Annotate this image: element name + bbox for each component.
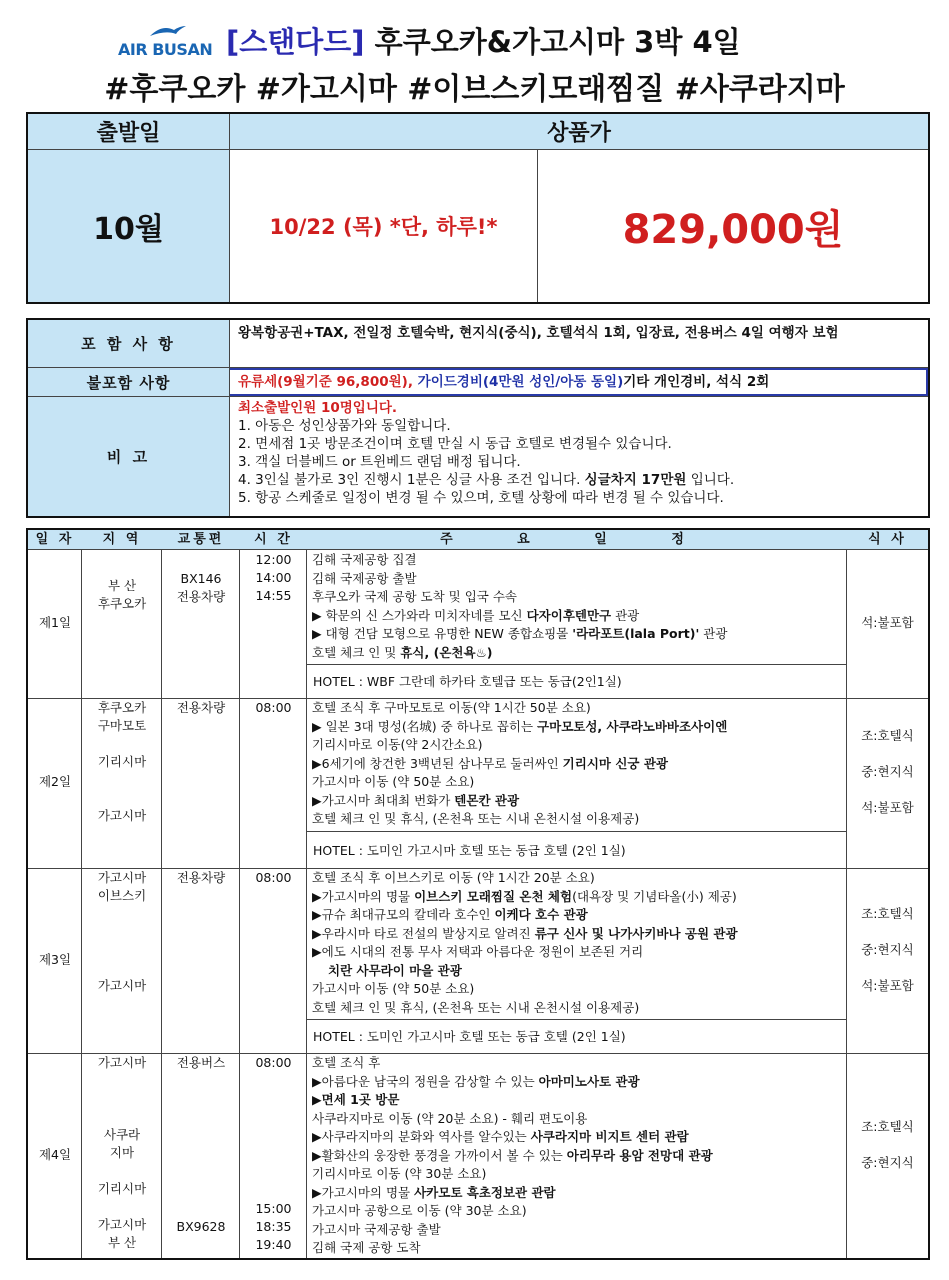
col-meal: 식 사 (868, 532, 907, 547)
notes-text (238, 397, 922, 516)
day-label: 제2일 (38, 774, 72, 789)
time: 08:00 (255, 870, 292, 885)
transport: 전용차량 (176, 870, 226, 885)
info-table (26, 318, 930, 518)
notes-row (28, 396, 928, 516)
hotel-info: HOTEL : 도미인 가고시마 호텔 또는 동급 호텔 (2인 1실) (307, 831, 847, 869)
excluded-label: 불포함 사항 (28, 368, 230, 396)
departure-header: 출발일 (28, 114, 230, 150)
air-busan-logo (118, 22, 213, 62)
excluded-guide: 가이드경비(4만원 성인/아동 동일) (417, 374, 624, 390)
day-row-2 (28, 699, 928, 869)
bird-logo-icon (148, 22, 188, 42)
departure-date: 10/22 (목) *단, 하루!* (230, 150, 538, 302)
itinerary-table (26, 528, 930, 1260)
meal: 조:호텔식 중:현지식 석:불포함 (861, 728, 914, 815)
schedule: 김해 국제공항 집결 김해 국제공항 출발 후쿠오카 국제 공항 도착 및 입국 수속 ▶ 학문의 신 스가와라 미치자네를 모신 다자이후텐만구 관광 ▶ 대형 건담 모형으로 유명한 NEW 종합쇼핑몰 '라라포트(lala Port)' 관광 호텔 체크 인 및 휴식, (온천욕♨) (312, 552, 728, 660)
schedule: 호텔 조식 후 구마모토로 이동(약 1시간 50분 소요) ▶ 일본 3대 명성(名城) 중 하나로 꼽히는 구마모토성, 사쿠라노바바조사이엔 기리시마로 이동(약 2시간소요) ▶6세기에 창건한 3백년된 삼나무로 둘러싸인 기리시마 신궁 관광 가고시마 이동 (약 50분 소요) ▶가고시마 최대최 번화가 텐몬칸 관광 호텔 체크 인 및 휴식, (온천욕 또는 시내 온천시설 이용제공) (312, 700, 728, 826)
notes-label: 비 고 (28, 397, 230, 516)
included-row (28, 320, 928, 368)
region: 가고시마 이브스키 가고시마 (97, 870, 147, 993)
col-transport: 교통편 (177, 532, 225, 547)
day-row-4 (28, 1054, 928, 1258)
price-table (26, 112, 930, 304)
note-item: 3. 객실 더블베드 or 트윈베드 랜덤 배정 됩니다. (238, 454, 521, 470)
region: 부 산 후쿠오카 (97, 578, 147, 611)
min-participants: 최소출발인원 10명입니다. (238, 400, 398, 416)
page-header (0, 0, 949, 110)
col-schedule: 주 요 일 정 (440, 532, 714, 547)
excluded-text (238, 368, 922, 396)
day-row-1 (28, 550, 928, 699)
transport: BX146 전용차량 (176, 571, 226, 604)
price-header: 상품가 (230, 114, 928, 150)
itinerary-header (28, 530, 928, 550)
meal: 조:호텔식 중:현지식 (861, 1119, 914, 1170)
day-label: 제1일 (38, 615, 72, 630)
title-tag: [스탠다드] (226, 25, 365, 59)
day-row-3 (28, 869, 928, 1054)
schedule: 호텔 조식 후 이브스키로 이동 (약 1시간 20분 소요) ▶가고시마의 명물 이브스키 모래찜질 온천 체험(대욕장 및 기념타올(小) 제공) ▶규슈 최대규모의 칼데라 호수인 이케다 호수 관광 ▶우라시마 타로 전설의 발상지로 알려진 류구 신사 및 나가사키바나 공원 관광 ▶에도 시대의 전통 무사 저택과 아름다운 정원이 보존된 거리 치란 사무라이 마을 관광 가고시마 이동 (약 50분 소요) 호텔 체크 인 및 휴식, (온천욕 또는 시내 온천시설 이용제공) (312, 870, 738, 1015)
product-price: 829,000원 (622, 206, 844, 253)
excluded-fuel: 유류세(9월기준 96,800원), (238, 374, 413, 390)
time: 12:00 14:00 14:55 (255, 552, 292, 603)
included-label: 포 함 사 항 (28, 320, 230, 367)
excluded-row (28, 368, 928, 396)
transport: 전용버스 BX9628 (176, 1055, 226, 1234)
page-title (226, 20, 741, 61)
excluded-etc: 기타 개인경비, 석식 2회 (623, 374, 770, 390)
logo-text: AIR BUSAN (118, 40, 213, 59)
note-item: 2. 면세점 1곳 방문조건이며 호텔 만실 시 동급 호텔로 변경될수 있습니다. (238, 436, 672, 452)
hotel-info: HOTEL : WBF 그란데 하카타 호텔급 또는 동급(2인1실) (307, 664, 847, 699)
included-text: 왕복항공권+TAX, 전일정 호텔숙박, 현지식(중식), 호텔석식 1회, 입장료, 전용버스 4일 여행자 보험 (238, 325, 839, 341)
day-label: 제4일 (38, 1147, 72, 1162)
time: 08:00 (255, 700, 292, 715)
col-time: 시 간 (254, 532, 293, 547)
note-item: 5. 항공 스케줄로 일정이 변경 될 수 있으며, 호텔 상황에 따라 변경 될 수 있습니다. (238, 490, 724, 506)
meal: 조:호텔식 중:현지식 석:불포함 (861, 906, 914, 993)
meal: 석:불포함 (861, 615, 914, 630)
transport: 전용차량 (176, 700, 226, 715)
title-main: 후쿠오카&가고시마 3박 4일 (364, 25, 741, 59)
col-day: 일 자 (35, 532, 75, 547)
departure-month: 10월 (28, 150, 230, 302)
hashtags: #후쿠오카 #가고시마 #이브스키모래찜질 #사쿠라지마 (104, 72, 845, 107)
time: 08:00 15:00 18:35 19:40 (255, 1055, 292, 1252)
day-label: 제3일 (38, 952, 72, 967)
col-region: 지 역 (102, 532, 142, 547)
schedule: 호텔 조식 후 ▶아름다운 남국의 정원을 감상할 수 있는 아마미노사토 관광 ▶면세 1곳 방문 사쿠라지마로 이동 (약 20분 소요) - 훼리 편도이용 ▶사쿠라지마의 분화와 역사를 알수있는 사쿠라지마 비지트 센터 관람 ▶활화산의 웅장한 풍경을 가까이서 볼 수 있는 아리무라 용암 전망대 관광 기리시마로 이동 (약 30분 소요) ▶가고시마의 명물 사카모토 흑초정보관 관람 가고시마 공항으로 이동 (약 30분 소요) 가고시마 국제공항 출발 김해 국제 공항 도착 (312, 1055, 713, 1255)
note-item: 1. 아동은 성인상품가와 동일합니다. (238, 418, 451, 434)
region: 가고시마 사쿠라 지마 기리시마 가고시마 부 산 (97, 1055, 147, 1250)
note-item: 4. 3인실 불가로 3인 진행시 1분은 싱글 사용 조건 입니다. 싱글차지 17만원 입니다. (238, 472, 735, 488)
region: 후쿠오카 구마모토 기리시마 가고시마 (97, 700, 147, 823)
hotel-info: HOTEL : 도미인 가고시마 호텔 또는 동급 호텔 (2인 1실) (307, 1019, 847, 1054)
